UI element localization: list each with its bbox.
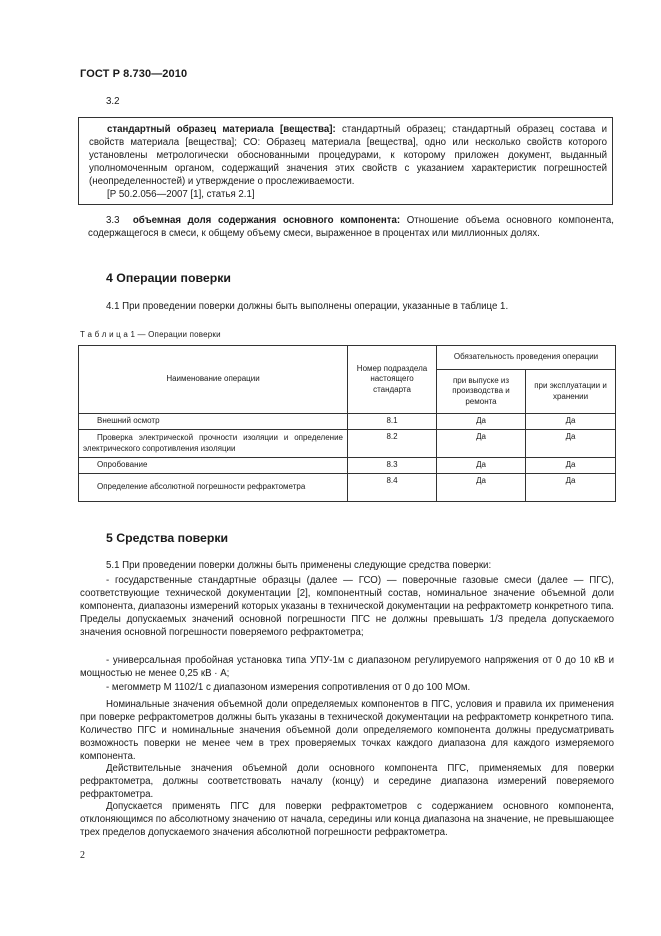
table-header-operation: при эксплуатации и хранении [526,370,616,414]
operation-clause: 8.2 [348,430,437,458]
table-row [79,430,616,458]
operation-release: Да [437,474,526,502]
list-item-gso: - государственные стандартные образцы (далее — ГСО) — поверочные газовые смеси (далее — ПГС), соответствующие технической документации [2], компонентный состав, номинальное значение объемной доли компонента, диапазоны измерений которых указаны в технической документации на рефрактометр конкретного типа. Пределы допускаемых значений основной погрешности ПГС не должны превышать 1/3 предела допускаемого значения основной погрешности поверяемого рефрактометра; [80,575,614,639]
operation-release: Да [437,414,526,430]
paragraph-actual-values: Действительные значения объемной доли основного компонента ПГС, применяемых для поверки рефрактометра, должны соответствовать началу (концу) и середине диапазона измерений поверяемого рефрактометра. [80,763,614,801]
table-header-name: Наименование операции [79,346,348,414]
clause-3-3-body: Отношение объема основного компонента, содержащегося в смеси, к общему объему смеси, выраженное в процентах или миллионных долях. [88,215,614,240]
definition-reference: [Р 50.2.056—2007 [1], статья 2.1] [107,189,255,200]
operation-release: Да [437,430,526,458]
operations-table [78,345,616,502]
operation-name: Опробование [79,458,348,474]
operation-clause: 8.3 [348,458,437,474]
operation-exploitation: Да [526,414,616,430]
list-item-upu: - универсальная пробойная установка типа УПУ-1м с диапазоном регулируемого напряжения от 0 до 10 кВ и мощностью не менее 0,25 кВ · А; [80,655,614,680]
operation-name: Внешний осмотр [79,414,348,430]
list-item-megommeter: - мегомметр М 1102/1 с диапазоном измерения сопротивления от 0 до 100 МОм. [106,682,471,693]
table-row [79,458,616,474]
section-5-heading: 5 Средства поверки [106,531,229,545]
page-number: 2 [80,850,85,861]
operation-exploitation: Да [526,430,616,458]
definition-term: стандартный образец материала [вещества]: [107,124,336,135]
operation-exploitation: Да [526,458,616,474]
operation-clause: 8.4 [348,474,437,502]
paragraph-5-1: 5.1 При проведении поверки должны быть применены следующие средства поверки: [106,560,492,571]
clause-3-3-number: 3.3 [106,215,120,226]
table-row [79,414,616,430]
table-header-release: при выпуске из производства и ремонта [437,370,526,414]
operation-exploitation: Да [526,474,616,502]
paragraph-pgs-values: Номинальные значения объемной доли определяемых компонентов в ПГС, условия и правила их применения при поверке рефрактометров должны быть указаны в технической документации на рефрактометр конкретного типа. Количество ПГС и номинальные значения объемной доли определяемого компонента должны предусматривать возможность поверки не менее чем в трех проверяемых точках каждого диапазона для каждого измеряемого компонента. [80,699,614,763]
table-row [79,474,616,502]
clause-number: 3.2 [106,96,120,107]
paragraph-allowance: Допускается применять ПГС для поверки рефрактометров с содержанием основного компонента, отклоняющимся по абсолютному значению от начала, середины или конца диапазона на значение, не превышающее трех пределов допускаемого значения абсолютной погрешности рефрактометра. [80,801,614,839]
definition-body: стандартный образец; стандартный образец состава и свойств материала [вещества]; СО: Образец материала [вещества], одно или несколько свойств которого установлены метрологически обоснованными процедурами, к которому приложен документ, выданный уполномоченным органом, содержащий значения этих свойств с указанием характеристик погрешностей (неопределенностей) и утверждение о прослеживаемости. [89,124,607,188]
table-caption: Т а б л и ц а 1 — Операции поверки [80,330,221,339]
operation-name: Проверка электрической прочности изоляции и определение электрического сопротивления изоляции [79,430,348,458]
document-header: ГОСТ Р 8.730—2010 [80,68,188,80]
operation-name: Определение абсолютной погрешности рефрактометра [79,474,348,502]
paragraph-4-1: 4.1 При проведении поверки должны быть выполнены операции, указанные в таблице 1. [106,301,509,312]
table-header-subclause: Номер подраздела настоящего стандарта [348,346,437,414]
clause-3-3-term: объемная доля содержания основного компонента: [132,215,401,226]
operation-clause: 8.1 [348,414,437,430]
definition-text [89,123,607,188]
definition-box [78,117,613,205]
clause-3-3 [88,214,614,240]
section-4-heading: 4 Операции поверки [106,271,231,285]
operation-release: Да [437,458,526,474]
table-header-obligation: Обязательность проведения операции [437,346,616,370]
